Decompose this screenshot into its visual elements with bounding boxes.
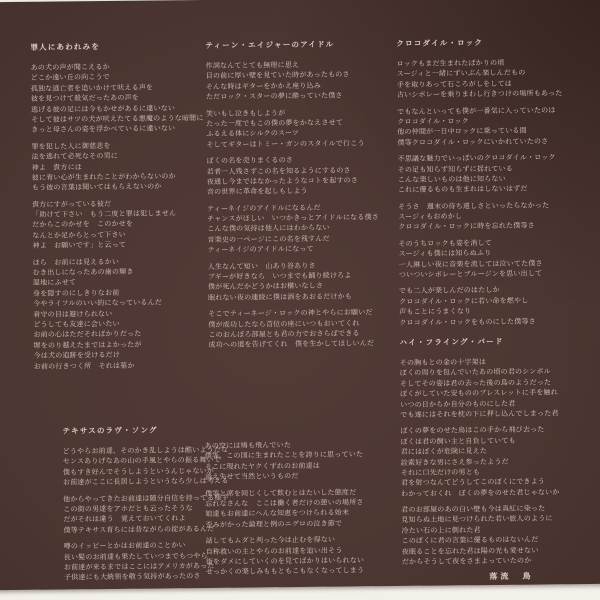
lyric-line: もう彼の言葉は聞いてはもらえないのか [31,182,162,193]
lyric-line: そこに現れたヤクくずれのお前達は [204,461,321,471]
lyric-line: 夜眠ることを忘れた君は陽の光も愛せない [401,546,539,556]
lyric-line: 僕が成功したなら首位の座にいつもおいてくれ [208,318,360,329]
lyric-line: 忘れなさんな ここは働く者だけの憩いの場所さ [205,498,364,508]
lyric-line: これに優るものも生まれはしないはずだ [397,184,528,195]
lyric-line: そしてギターはトミー・ガンのスタイルで行こう [206,139,365,149]
stanza [32,198,205,252]
lyric-line: 僕等、この国に生まれたことを誇りに思っていた [204,450,364,461]
lyric-line: 今やライフルのいい的になっているんだ [33,298,163,309]
stanza [400,356,566,420]
lyric-line: ぼくは君の飼い主と自負していても [400,436,516,446]
lyric-line: その足も知らず知らずに揺れている [397,164,513,174]
lyric-line: ブギーが好きなら いつまでも踊り続けろよ [207,271,352,282]
lyric-line: お前の心はただそればかりだった [33,330,142,340]
stanza [207,202,379,256]
lyric-line: ただロック・スターの夢に酔っていた僕さ [205,91,343,102]
lyric-line: でもなんといっても僕が一番気に入っていたのは [397,105,556,116]
lyric-line: この街の男達をアホだとも云ったそうな [63,504,193,514]
stanza [31,61,204,136]
song-title-have-mercy: 罪人にあわれみを [30,42,101,52]
lyric-line: お前の行きつく所 それは墓か [33,361,135,371]
lyrics-teenage-idol [206,59,381,351]
lyric-line: 長い髪のお前達も果たしていつまでもつやら [63,551,208,562]
lyric-line: 僕もすき好んでそうしようというんじゃないが [62,466,215,477]
stanza [397,57,563,100]
lyric-line: 作詞なんてとても無理に思え [205,61,300,70]
lyric-line: 人生なんて短い 山あり谷ありさ [207,261,316,271]
stanza [208,260,380,303]
lyric-line: クロコダイル・ロックに若い命を燃やし [399,296,529,306]
lyric-line: だからこのかせを このかせを [32,220,134,230]
column-crocodile-rock-high-flying-bird [396,36,567,583]
lyrics-high-flying-bird [400,356,568,567]
lyric-line: 僕等クロコダイル・ロックにいかれていたのさ [397,137,549,147]
lyric-line: そうさ 週末の待ち遠しさといったらなかった [398,201,550,211]
lyric-line: 自称救いの主とやらのお前達を追い出そう [205,546,343,556]
lyric-line: 子供達にも大統領を敬う気持があったのさ [63,572,201,582]
lyric-line: 僕が死んだかどうかはお構いなしさ [207,282,324,292]
column-teenage-idol [205,38,380,351]
lyric-line: 目の前に厚い壁を見ていた時があったものさ [205,70,350,81]
lyric-line: 噂のイッピーとかはお前達のことかい [63,541,186,551]
lyric-line: 消え失せて当然というものだ [204,472,299,482]
song-have-mercy-on-the-criminal [30,40,206,372]
stanza [31,140,204,194]
lyric-line: 法を逃れて必死なその男に [31,152,119,161]
lyric-line: 街をダメにしていくのを見てばかりはいられない [205,556,365,566]
lyric-line: 古いシボレーを乗りまわし行きつけの場所もあった [396,89,563,100]
lyric-line: 僕等テキサス育ちには昔ながらの掟があるんだ [63,524,215,535]
lyric-line: なんとか足からとって下さい [32,230,126,240]
column-have-mercy [30,40,206,372]
lyric-line: スージィもおめかし [398,212,463,222]
stanza [400,425,566,499]
lyric-line: きっと母さんの姿を浮かべているに違いない [31,124,176,135]
stanza [208,307,380,350]
lyric-line: クロコダイル・ロック [397,117,469,126]
lyrics-have-mercy [31,61,207,372]
lyric-line: ぼくの夢をのせた鳥はこの手から飛び去った [400,425,545,436]
lyric-line: 罪を犯した人に御慈悲を [31,141,111,151]
lyric-line: 今は犬の追跡を受けるだけ [33,351,121,360]
lyric-line: スージィも僕には知らぬふり [398,249,492,259]
stanza [206,534,365,577]
lyric-line: たった一度でもこの僕の夢をかなえさせて [206,118,344,128]
lyric-line: こんな楽しいものは他に知らない [397,174,506,184]
lyric-line: 音の世界に革命を起しもしよう [206,187,308,197]
lyric-line: 詮索好きな男にさえ参ったようだ [400,457,509,467]
lyric-line: 冷たい石の上に倒れた君 [401,525,481,535]
song-title-teenage-idol: ティーン・エイジャーのアイドル [205,39,335,50]
lyric-line: 神よ お願いです」と云って [32,241,127,251]
lyric-line: ティーネイジのアイドルになって [207,245,314,255]
stanza [206,107,378,150]
stanza [205,487,364,530]
lyric-line: 身を隠すのにしきりなお前 [32,288,120,298]
lyric-line: 歪みがかった論理と例のニグロの泣き節で [205,519,343,529]
lyric-line: 神よ 貴方には [31,162,83,172]
lyric-line: ふるえる体にシルクのスーツ [206,129,300,139]
lyric-line: 彼を見つけて殺気だったあの声を [30,93,139,103]
lyric-line: 成功への道を告げてくれ 僕を生かしてほしいんだ [208,339,375,350]
lyric-line: ぼくの周りを包んでいたあの頃の君のシンボル [399,367,551,378]
lyric-line: そのうちロックも姿を消して [398,238,492,248]
lyric-line: 音楽史の一ページにこの名を残すんだ [207,234,330,244]
lyric-line: だがそれは違う 覚えておいてくれよ [63,514,186,524]
lyric-line: 貴方にすがっている彼だ [32,199,112,209]
song-high-flying-bird [399,335,567,567]
lyric-line: 湿地にふせて [32,278,77,288]
lyric-line: わかっておくれ ぼくの夢をのせた君じゃないか [401,487,560,498]
lyric-line: そんな時はギターをかかえ座り込み [205,81,322,91]
lyric-line: 彼に青い心が生まれたことがわからないのか [31,172,176,182]
lyric-line: クロコダイル・ロックをものにした僕等さ [399,317,536,327]
lyric-line: このぼくに君の言葉に優るものはないんだ [401,535,539,546]
lyric-line: むき出しになったあの歯の輝き [32,267,134,277]
lyric-line: 不思議な魅力でいっぱいのクロコダイル・ロック [397,153,556,164]
lyric-line: 話してもムダと判った今は止むを得ない [205,535,336,546]
lyric-line: ぼくの名を売りまくるのさ [206,156,294,166]
lyric-line: 娘達もお前達にへんな知恵をつけられる始末 [205,508,350,519]
lyric-line: 声もことにうまくなり [399,307,472,317]
lyric-line: 夜通し今まではなかったようなコトを起すのさ [206,176,359,186]
stanza [397,105,563,148]
lyric-line: どうしても友達に会いたい [33,319,120,329]
lyric-line: ほら お前には見えるかい [32,257,120,267]
lyric-line: ついついシボレーとブルージンを思い出して [398,269,543,280]
column-texan-love-song-continued [205,439,365,577]
lyric-line: 君にはぼくが危険に見えた [400,447,488,457]
lyric-line: チャンスがほしい いつかきっとアイドルになる僕さ [207,213,380,224]
lyric-line: あの空には鳩も飛んでいた [204,441,292,451]
lyric-line: その胸もとの金の十字架は [399,358,487,367]
stanza [398,237,564,280]
lyrics-crocodile-rock [397,57,565,328]
lyric-line: ぼくがしていた安もののブレスレットに手を触れ [400,388,558,399]
song-texan-love-song-continued [205,439,365,577]
lyric-line: 「助けて下さい もう二度と罪は犯しません [32,209,177,219]
lyric-line: 孤独な逃亡者を追いかけて吠える声を [30,83,154,93]
song-title-crocodile-rock: クロコダイル・ロック [396,38,484,48]
lyric-line: あの犬の声が聞こえるか [30,62,110,72]
lyric-line: 若者一人残さずこの名を知るようにするのさ [206,165,351,176]
lyric-line: 手を取りあって石ころがしをしては [396,79,513,89]
lyric-line: このおんぼろ部屋とも君の力でおさらばできる [208,329,360,339]
lyric-line: 君のお部屋のあの白い壁も今は真紅に染った [401,504,546,515]
translator-credit: 落流 鳥 [489,571,534,582]
lyric-line: 看守の目は避けられない [33,309,113,319]
lyric-line: でも遂にはそれを枕の下に押し込んでしまった君 [400,409,559,419]
stanza [398,200,564,233]
stanza [399,285,565,328]
lyric-line: どこか遠い丘の向こうで [30,73,110,83]
lyric-line: そしてその姿は君の去った後の鳥のようだった [399,378,552,388]
lyric-line: だからそうして夜をさまよっていたのか [401,556,532,566]
stanza [205,439,364,482]
stanza [33,256,207,372]
lyric-line: 君を射つなんてどうしてこのぼくにできよう [400,477,546,488]
lyric-line: 塀をのり越えたまではよかったが [33,340,142,350]
lyric-line: スージィと一緒にずいぶん楽しんだもの [396,69,526,79]
lyric-line: 逃げる彼の足には今もかせがあるに違いない [31,103,176,114]
lyric-line: 僕等と席を同じくして飲むとはたいした態度だ [205,487,357,498]
lyric-line: センスありげなあの山の手風とやらの振る舞いで [62,456,221,466]
stanza [206,59,378,102]
lyric-line: 他からやってきたお前達は随分自信を持ってる様子 [63,493,229,504]
lyric-line: お前達がここに長居しようというなら少しは考える [62,476,229,487]
song-title-high-flying-bird: ハイ・フライング・バード [399,336,504,347]
song-teenage-idol [205,38,380,351]
lyric-line: クロコダイル・ロックに時を忘れた僕等さ [398,222,535,232]
lyric-line: ティーネイジのアイドルになるんだ [207,203,321,213]
lyric-line: 他の仲間が一日中ロックに乗っている間 [397,126,527,137]
lyric-line: そこでティーネージ・ロックの神とやらにお願いだ [208,308,373,319]
stanza [398,152,564,195]
lyric-line: 一人淋しい夜に音楽を流しては泣いてた僕さ [398,259,543,269]
lyric-line: 笑いもし泣きもしようが [206,108,286,118]
lyric-line: ロックもまだ生まれたばかりの頃 [396,58,505,68]
lyric-line: それに口先だけの男とも [400,468,481,477]
lyric-line: どうやらお前達、そのかき乱しようは酷いようだな [62,445,229,456]
lyric-line: こんな僕の気持は他人にはわからない [207,224,330,234]
lyric-line: そして彼はサツの犬が吠えたてる悪魔のような暗闇に [31,113,204,124]
stanza [401,503,567,567]
lyric-line: いつの日からか自分のものにした君 [400,399,516,409]
song-crocodile-rock [396,36,565,328]
lyric-line: 眠れない夜の連続に僕は酒をあおるだけかも [208,292,353,302]
lyric-line: 見知らぬ土地に見つけられた若い旅人のように [401,514,553,525]
lyrics-texan-love-song-continued [205,439,365,577]
song-title-texan-love-song: テキサスのラヴ・ソング [62,425,158,436]
lyric-line: でも二人が楽しんだのはたしか [398,286,500,296]
lyric-line: せっかくの楽しみももともこもなくなってしまう [205,566,365,577]
stanza [207,154,379,197]
lyric-line: お前達が来るまではここにはアメリカがあった [63,561,215,572]
